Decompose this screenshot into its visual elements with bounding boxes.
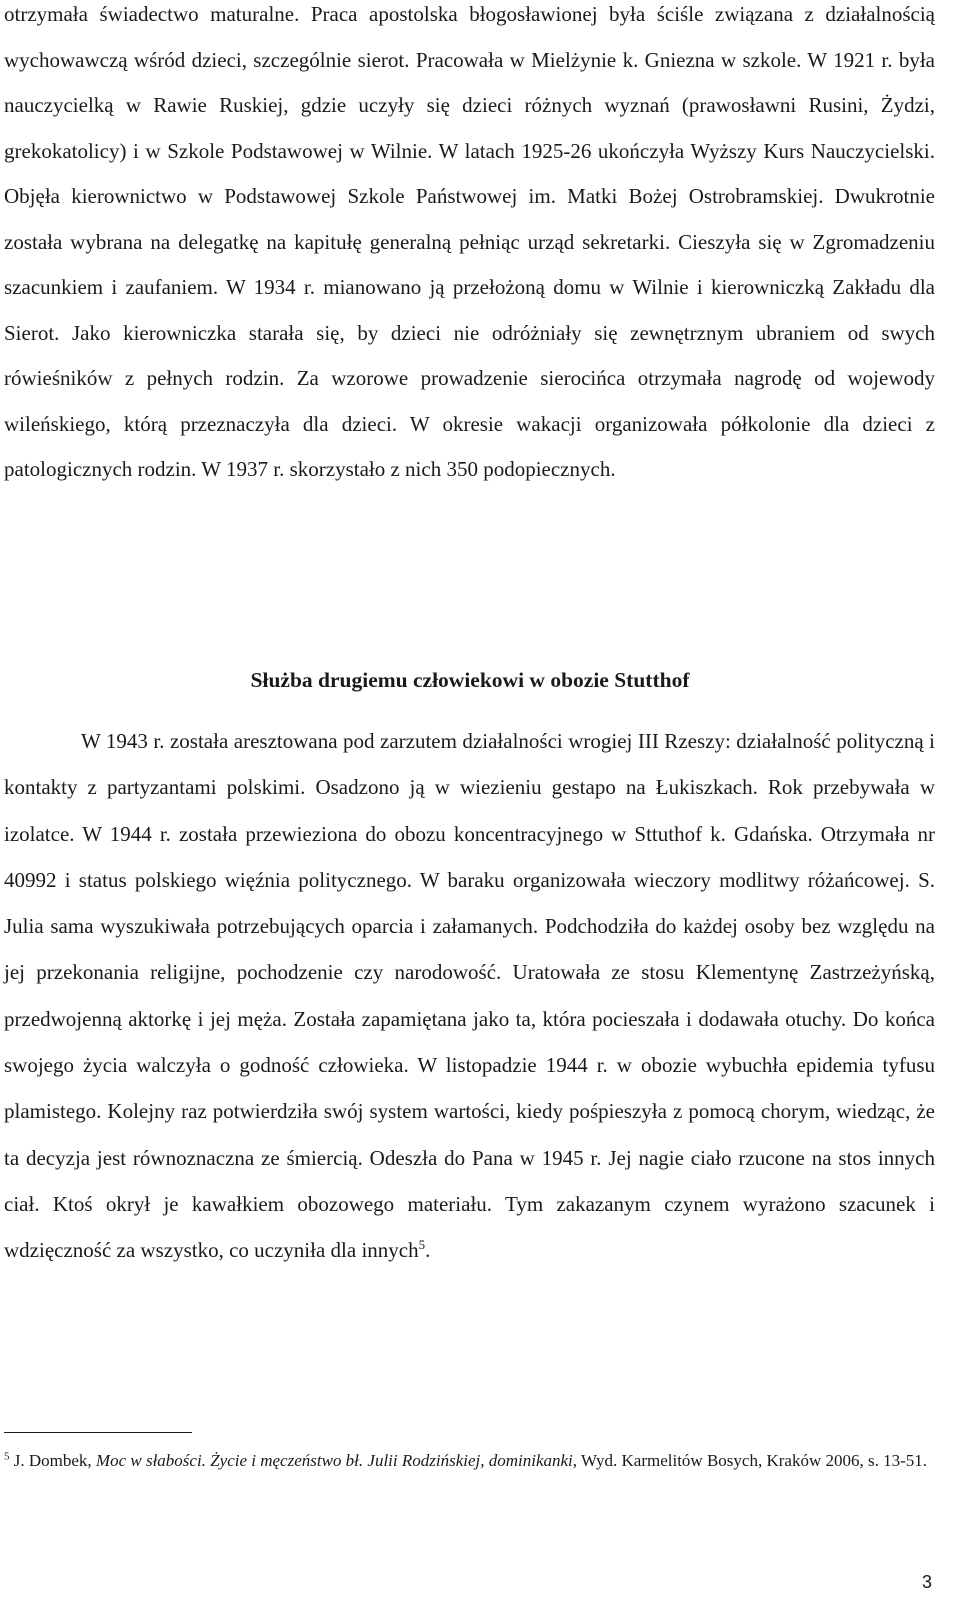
body-paragraph: otrzymała świadectwo maturalne. Praca apostolska błogosławionej była ściśle związana z działalnością wychowawczą wśród dzieci, szczególnie sierot. Pracowała w Mielżynie k. Gniezna w szkole. W 1921 r. była nauczycielką w Rawie Ruskiej, gdzie uczyły się dzieci różnych wyznań (prawosławni Rusini, Żydzi, grekokatolicy) i w Szkole Podstawowej w Wilnie. W latach 1925-26 ukończyła Wyższy Kurs Nauczycielski. Objęła kierownictwo w Podstawowej Szkole Państwowej im. Matki Bożej Ostrobramskiej. Dwukrotnie została wybrana na delegatkę na kapitułę generalną pełniąc urząd sekretarki. Cieszyła się w Zgromadzeniu szacunkiem i zaufaniem. W 1934 r. mianowano ją przełożoną domu w Wilnie i kierowniczką Zakładu dla Sierot. Jako kierowniczka starała się, by dzieci nie odróżniały się zewnętrznym ubraniem od swych rówieśników z pełnych rodzin. Za wzorowe prowadzenie sierocińca otrzymała nagrodę od wojewody wileńskiego, którą przeznaczyła dla dzieci. W okresie wakacji organizowała półkolonie dla dzieci z patologicznych rodzin. W 1937 r. skorzystało z nich 350 podopiecznych. [4,2,935,481]
sentence-end: . [425,1238,431,1263]
footnote-reference[interactable]: 5 [418,1237,426,1253]
footnote-separator [4,1432,192,1433]
body-paragraph [4,718,935,1274]
footnote-marker: 5 [4,1450,10,1463]
section-heading: Służba drugiemu człowiekowi w obozie Stutthof [250,668,690,692]
footnote [4,1448,935,1474]
footnote-title: Moc w słabości. Życie i męczeństwo bł. Julii Rodzińskiej, dominikanki [95,1451,573,1470]
footnote-author: J. Dombek, [9,1451,96,1470]
footnote-publisher: , Wyd. Karmelitów Bosych, Kraków 2006, s. 13-51. [572,1451,927,1470]
paragraph-text: W 1943 r. została aresztowana pod zarzutem działalności wrogiej III Rzeszy: działalność polityczną i kontakty z partyzantami polskimi. Osadzono ją w wiezieniu gestapo na Łukiszkach. Rok przebywała w izolatce. W 1944 r. została przewieziona do obozu koncentracyjnego w Sttuthof k. Gdańska. Otrzymała nr 40992 i status polskiego więźnia politycznego. W baraku organizowała wieczory modlitwy różańcowej. S. Julia sama wyszukiwała potrzebujących oparcia i załamanych. Podchodziła do każdej osoby bez względu na jej przekonania religijne, pochodzenie czy narodowość. Uratowała ze stosu Klementynę Zastrzeżyńską, przedwojenną aktorkę i jej męża. Została zapamiętana jako ta, która pocieszała i dodawała otuchy. Do końca swojego życia walczyła o godność człowieka. W listopadzie 1944 r. w obozie wybuchła epidemia tyfusu plamistego. Kolejny raz potwierdziła swój system wartości, kiedy pośpieszyła z pomocą chorym, wiedząc, że ta decyzja jest równoznaczna ze śmiercią. Odeszła do Pana w 1945 r. Jej nagie ciało rzucone na stos innych ciał. Ktoś okrył je kawałkiem obozowego materiału. Tym zakazanym czynem wyrażono szacunek i wdzięczność za wszystko, co uczyniła dla innych [4,729,935,1263]
page-number: 3 [921,1572,932,1592]
